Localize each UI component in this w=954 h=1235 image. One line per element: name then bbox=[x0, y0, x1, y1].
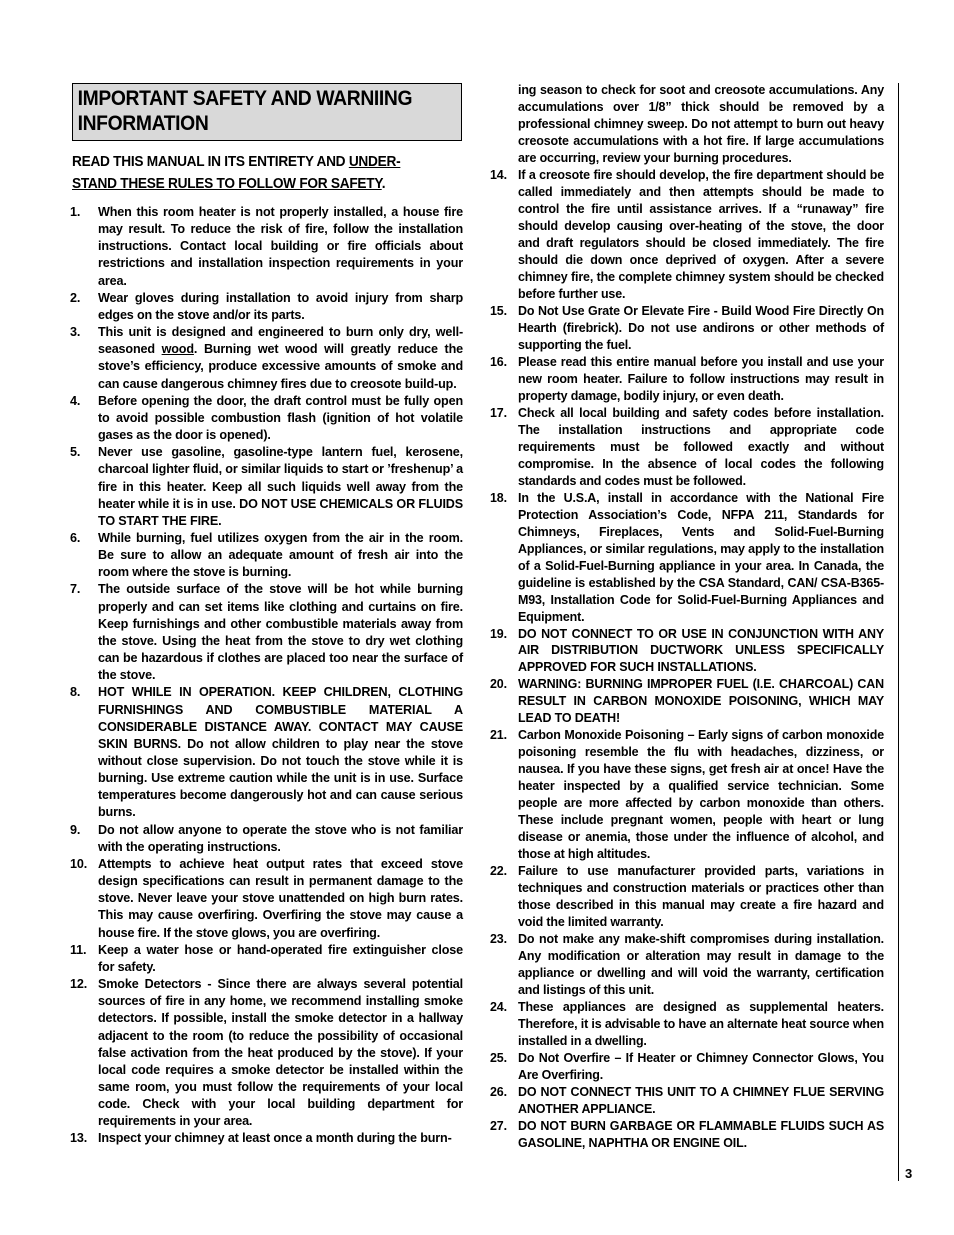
item-text-before: This unit is designed and engineered to burn only dry, well-seasoned bbox=[98, 325, 463, 357]
item-number: 7. bbox=[70, 582, 81, 597]
item-text: DO NOT CONNECT THIS UNIT TO A CHIMNEY FLUE SERVING ANOTHER APPLIANCE. bbox=[518, 1085, 884, 1117]
read-manual-heading bbox=[72, 151, 432, 195]
title-line-2: INFORMATION bbox=[77, 112, 209, 135]
item-text: Smoke Detectors - Since there are always several potential sources of fire in any home, we recommend installing smoke detectors. If possible, install the smoke detector in a hallway adjacent to the room (to reduce the possibility of occasional false activation from the heat produced by the stove). If your local code requires a smoke detector be installed within the same room, you must follow the requirements of your local code. Check with your local building department for requirements in your area. bbox=[98, 977, 463, 1129]
read-heading-part1: READ THIS MANUAL IN ITS ENTIRETY AND bbox=[72, 153, 349, 170]
item-number: 27. bbox=[490, 1119, 507, 1134]
item-number: 21. bbox=[490, 728, 507, 743]
item-text: Do Not Overfire – If Heater or Chimney Connector Glows, You Are Overfiring. bbox=[518, 1051, 884, 1083]
item-text: Before opening the door, the draft control must be fully open to avoid possible combustion flash (ignition of hot volatile gases as the door is opened). bbox=[98, 393, 463, 443]
item-text: Attempts to achieve heat output rates that exceed stove design specifications can result in permanent damage to the stove. Never leave your stove unattended on high burn rates. This may cause overfiring. Overfiring the stove may cause a house fire. If the stove glows, you are overfiring. bbox=[98, 856, 463, 940]
item-number: 12. bbox=[70, 977, 88, 992]
title-box bbox=[72, 83, 462, 141]
item-text: When this room heater is not properly installed, a house fire may result. To reduce the risk of fire, follow the installation instructions. Contact local building or fire officials about restrictions and installation inspection requirements in your area. bbox=[98, 205, 463, 288]
page-number: 3 bbox=[905, 1166, 913, 1181]
list-item bbox=[70, 393, 463, 444]
item-text-after: . Burning wet wood will greatly reduce the stove’s efficiency, produce excessive amounts of smoke and can cause dangerous chimney fires due to creosote build-up. bbox=[98, 342, 463, 391]
read-heading-part4: . bbox=[381, 175, 386, 192]
item-text: Do Not Use Grate Or Elevate Fire - Build Wood Fire Directly On Hearth (firebrick). Do not use andirons or other methods of supporting the fuel. bbox=[518, 303, 884, 352]
item-continuation: ing season to check for soot and creosote accumulations. Any accumulations over 1/8” thick should be removed by a professional chimney sweep. Do not attempt to burn out heavy creosote accumulations with a hot fire. If large accumulations are occurring, review your burning procedures. bbox=[518, 83, 884, 165]
list-item bbox=[70, 324, 463, 393]
item-number: 5. bbox=[70, 445, 81, 460]
item-number: 1. bbox=[70, 205, 81, 219]
item-text: HOT WHILE IN OPERATION. KEEP CHILDREN, CLOTHING FURNISHINGS AND COMBUSTIBLE MATERIAL A CONSIDERABLE DISTANCE AWAY. CONTACT MAY CAUSE SKIN BURNS. Do not allow children to play near the stove without close supervision. Do not touch the stove while it is burning. Use extreme caution while the unit is in use. Surface temperatures become dangerously hot and can cause serious burns. bbox=[98, 685, 463, 820]
list-item bbox=[70, 1130, 463, 1147]
list-item bbox=[70, 581, 463, 684]
item-text: Wear gloves during installation to avoid injury from sharp edges on the stove and/or its parts. bbox=[98, 290, 463, 322]
list-item bbox=[70, 976, 463, 1130]
item-number: 14. bbox=[490, 167, 507, 182]
item-text bbox=[98, 324, 463, 393]
item-text: While burning, fuel utilizes oxygen from the air in the room. Be sure to allow an adequate amount of fresh air into the room where the stove is burning. bbox=[98, 530, 463, 580]
read-heading-part3: STAND THESE RULES TO FOLLOW FOR SAFETY bbox=[72, 175, 382, 192]
item-text: Inspect your chimney at least once a month during the burn- bbox=[98, 1131, 452, 1146]
list-item bbox=[490, 931, 884, 999]
item-text: DO NOT CONNECT TO OR USE IN CONJUNCTION WITH ANY AIR DISTRIBUTION DUCTWORK UNLESS SPECIFICALLY APPROVED FOR SUCH INSTALLATIONS. bbox=[518, 626, 884, 675]
list-item bbox=[70, 204, 463, 290]
item-number: 17. bbox=[490, 405, 507, 420]
list-item bbox=[70, 942, 463, 976]
item-number: 8. bbox=[70, 685, 81, 700]
item-text: Do not make any make-shift compromises during installation. Any modification or alteration may result in damage to the appliance or dwelling and will void the warranty, certification and listings of this unit. bbox=[518, 932, 884, 998]
item-text: Carbon Monoxide Poisoning – Early signs of carbon monoxide poisoning resemble the flu with headaches, dizziness, or nausea. If you have these signs, get fresh air at once! Have the heater inspected by a qualified service technician. Some people are more affected by carbon monoxide than others. These include pregnant women, people with heart or lung disease or anemia, those under the influence of alcohol, and those at high altitudes. bbox=[518, 728, 884, 862]
list-item bbox=[490, 405, 884, 490]
item-text: Keep a water hose or hand-operated fire extinguisher close for safety. bbox=[98, 942, 463, 974]
item-number: 3. bbox=[70, 325, 81, 340]
page-title bbox=[73, 84, 430, 136]
list-item bbox=[490, 490, 884, 626]
item-text: Do not allow anyone to operate the stove who is not familiar with the operating instructions. bbox=[98, 822, 463, 854]
item-number: 26. bbox=[490, 1085, 507, 1100]
item-number: 25. bbox=[490, 1051, 507, 1066]
item-text: WARNING: BURNING IMPROPER FUEL (I.E. CHARCOAL) CAN RESULT IN CARBON MONOXIDE POISONING, WHICH MAY LEAD TO DEATH! bbox=[518, 677, 884, 726]
item-number: 24. bbox=[490, 1000, 507, 1015]
item-number: 23. bbox=[490, 932, 507, 947]
right-column bbox=[490, 82, 884, 1152]
item-text: In the U.S.A, install in accordance with the National Fire Protection Association’s Code, NFPA 211, Standards for Chimneys, Fireplaces, Vents and Solid-Fuel-Burning Appliances, or similar regulations, may apply to the installation of a Solid-Fuel-Burning appliance in your area. In Canada, the guideline is established by the CSA Standard, CAN/ CSA-B365-M93, Installation Code for Solid-Fuel-Burning Appliances and Equipment. bbox=[518, 490, 884, 624]
item-text: Failure to use manufacturer provided parts, variations in techniques and construction materials or practices other than those described in this manual may create a fire hazard and void the limited warranty. bbox=[518, 864, 884, 930]
item-text: Please read this entire manual before you install and use your new room heater. Failure to follow instructions may result in property damage, bodily injury, or even death. bbox=[518, 354, 884, 403]
item-text: The outside surface of the stove will be hot while burning properly and can set items like clothing and curtains on fire. Keep furnishings and other combustible materials away from the stove. Using the heat from the stove to dry wet clothing can be hazardous if clothes are placed too near the surface of the stove. bbox=[98, 582, 463, 683]
item-text: If a creosote fire should develop, the fire department should be called immediately and then attempts should be made to control the fire until assistance arrives. If a “runaway” fire should develop causing over-heating of the stove, the door and draft regulators should be closed immediately. The fire should die down once deprived of oxygen. After a severe chimney fire, the complete chimney system should be checked before further use. bbox=[518, 167, 884, 301]
item-number: 15. bbox=[490, 303, 507, 318]
list-item bbox=[490, 167, 884, 303]
list-item bbox=[490, 1084, 884, 1118]
title-line-1: IMPORTANT SAFETY AND WARNIING bbox=[77, 87, 413, 110]
item-number: 2. bbox=[70, 290, 81, 305]
item-number: 18. bbox=[490, 490, 507, 505]
margin-rule bbox=[898, 83, 899, 1181]
list-item bbox=[70, 822, 463, 856]
list-item bbox=[490, 1118, 884, 1152]
item-text: Check all local building and safety codes before installation. The installation instructions and appropriate code requirements must be followed exactly and without compromise. In the absence of local codes the following standards and codes must be followed. bbox=[518, 405, 884, 488]
item-text: DO NOT BURN GARBAGE OR FLAMMABLE FLUIDS SUCH AS GASOLINE, NAPHTHA OR ENGINE OIL. bbox=[518, 1119, 884, 1151]
item-number: 20. bbox=[490, 677, 507, 692]
item-number: 13. bbox=[70, 1131, 88, 1146]
item-text: These appliances are designed as supplemental heaters. Therefore, it is advisable to have an alternate heat source when installed in a dwelling. bbox=[518, 1000, 884, 1049]
list-item bbox=[70, 856, 463, 942]
read-heading-part2: UNDER- bbox=[348, 153, 401, 170]
left-column bbox=[70, 204, 463, 1148]
item-number: 9. bbox=[70, 822, 81, 837]
item-text-underlined: wood bbox=[161, 342, 194, 357]
list-item bbox=[70, 684, 463, 821]
list-item bbox=[490, 676, 884, 727]
list-item bbox=[490, 999, 884, 1050]
list-item bbox=[70, 290, 463, 324]
list-item bbox=[490, 303, 884, 354]
item-number: 6. bbox=[70, 530, 81, 545]
list-item bbox=[70, 530, 463, 581]
item-text: Never use gasoline, gasoline-type lantern fuel, kerosene, charcoal lighter fluid, or similar liquids to start or ’freshenup’ a fire in this heater. Keep all such liquids well away from the heater while it is in use. DO NOT USE CHEMICALS OR FLUIDS TO START THE FIRE. bbox=[98, 445, 463, 528]
list-item bbox=[70, 444, 463, 530]
item-number: 11. bbox=[70, 942, 87, 957]
list-item bbox=[490, 1050, 884, 1084]
list-item bbox=[490, 354, 884, 405]
item-number: 19. bbox=[490, 626, 507, 641]
list-item bbox=[490, 863, 884, 931]
item-number: 4. bbox=[70, 393, 81, 408]
item-number: 22. bbox=[490, 864, 507, 879]
item-number: 16. bbox=[490, 354, 507, 369]
list-item bbox=[490, 626, 884, 677]
list-item bbox=[490, 727, 884, 863]
item-number: 10. bbox=[70, 856, 88, 871]
